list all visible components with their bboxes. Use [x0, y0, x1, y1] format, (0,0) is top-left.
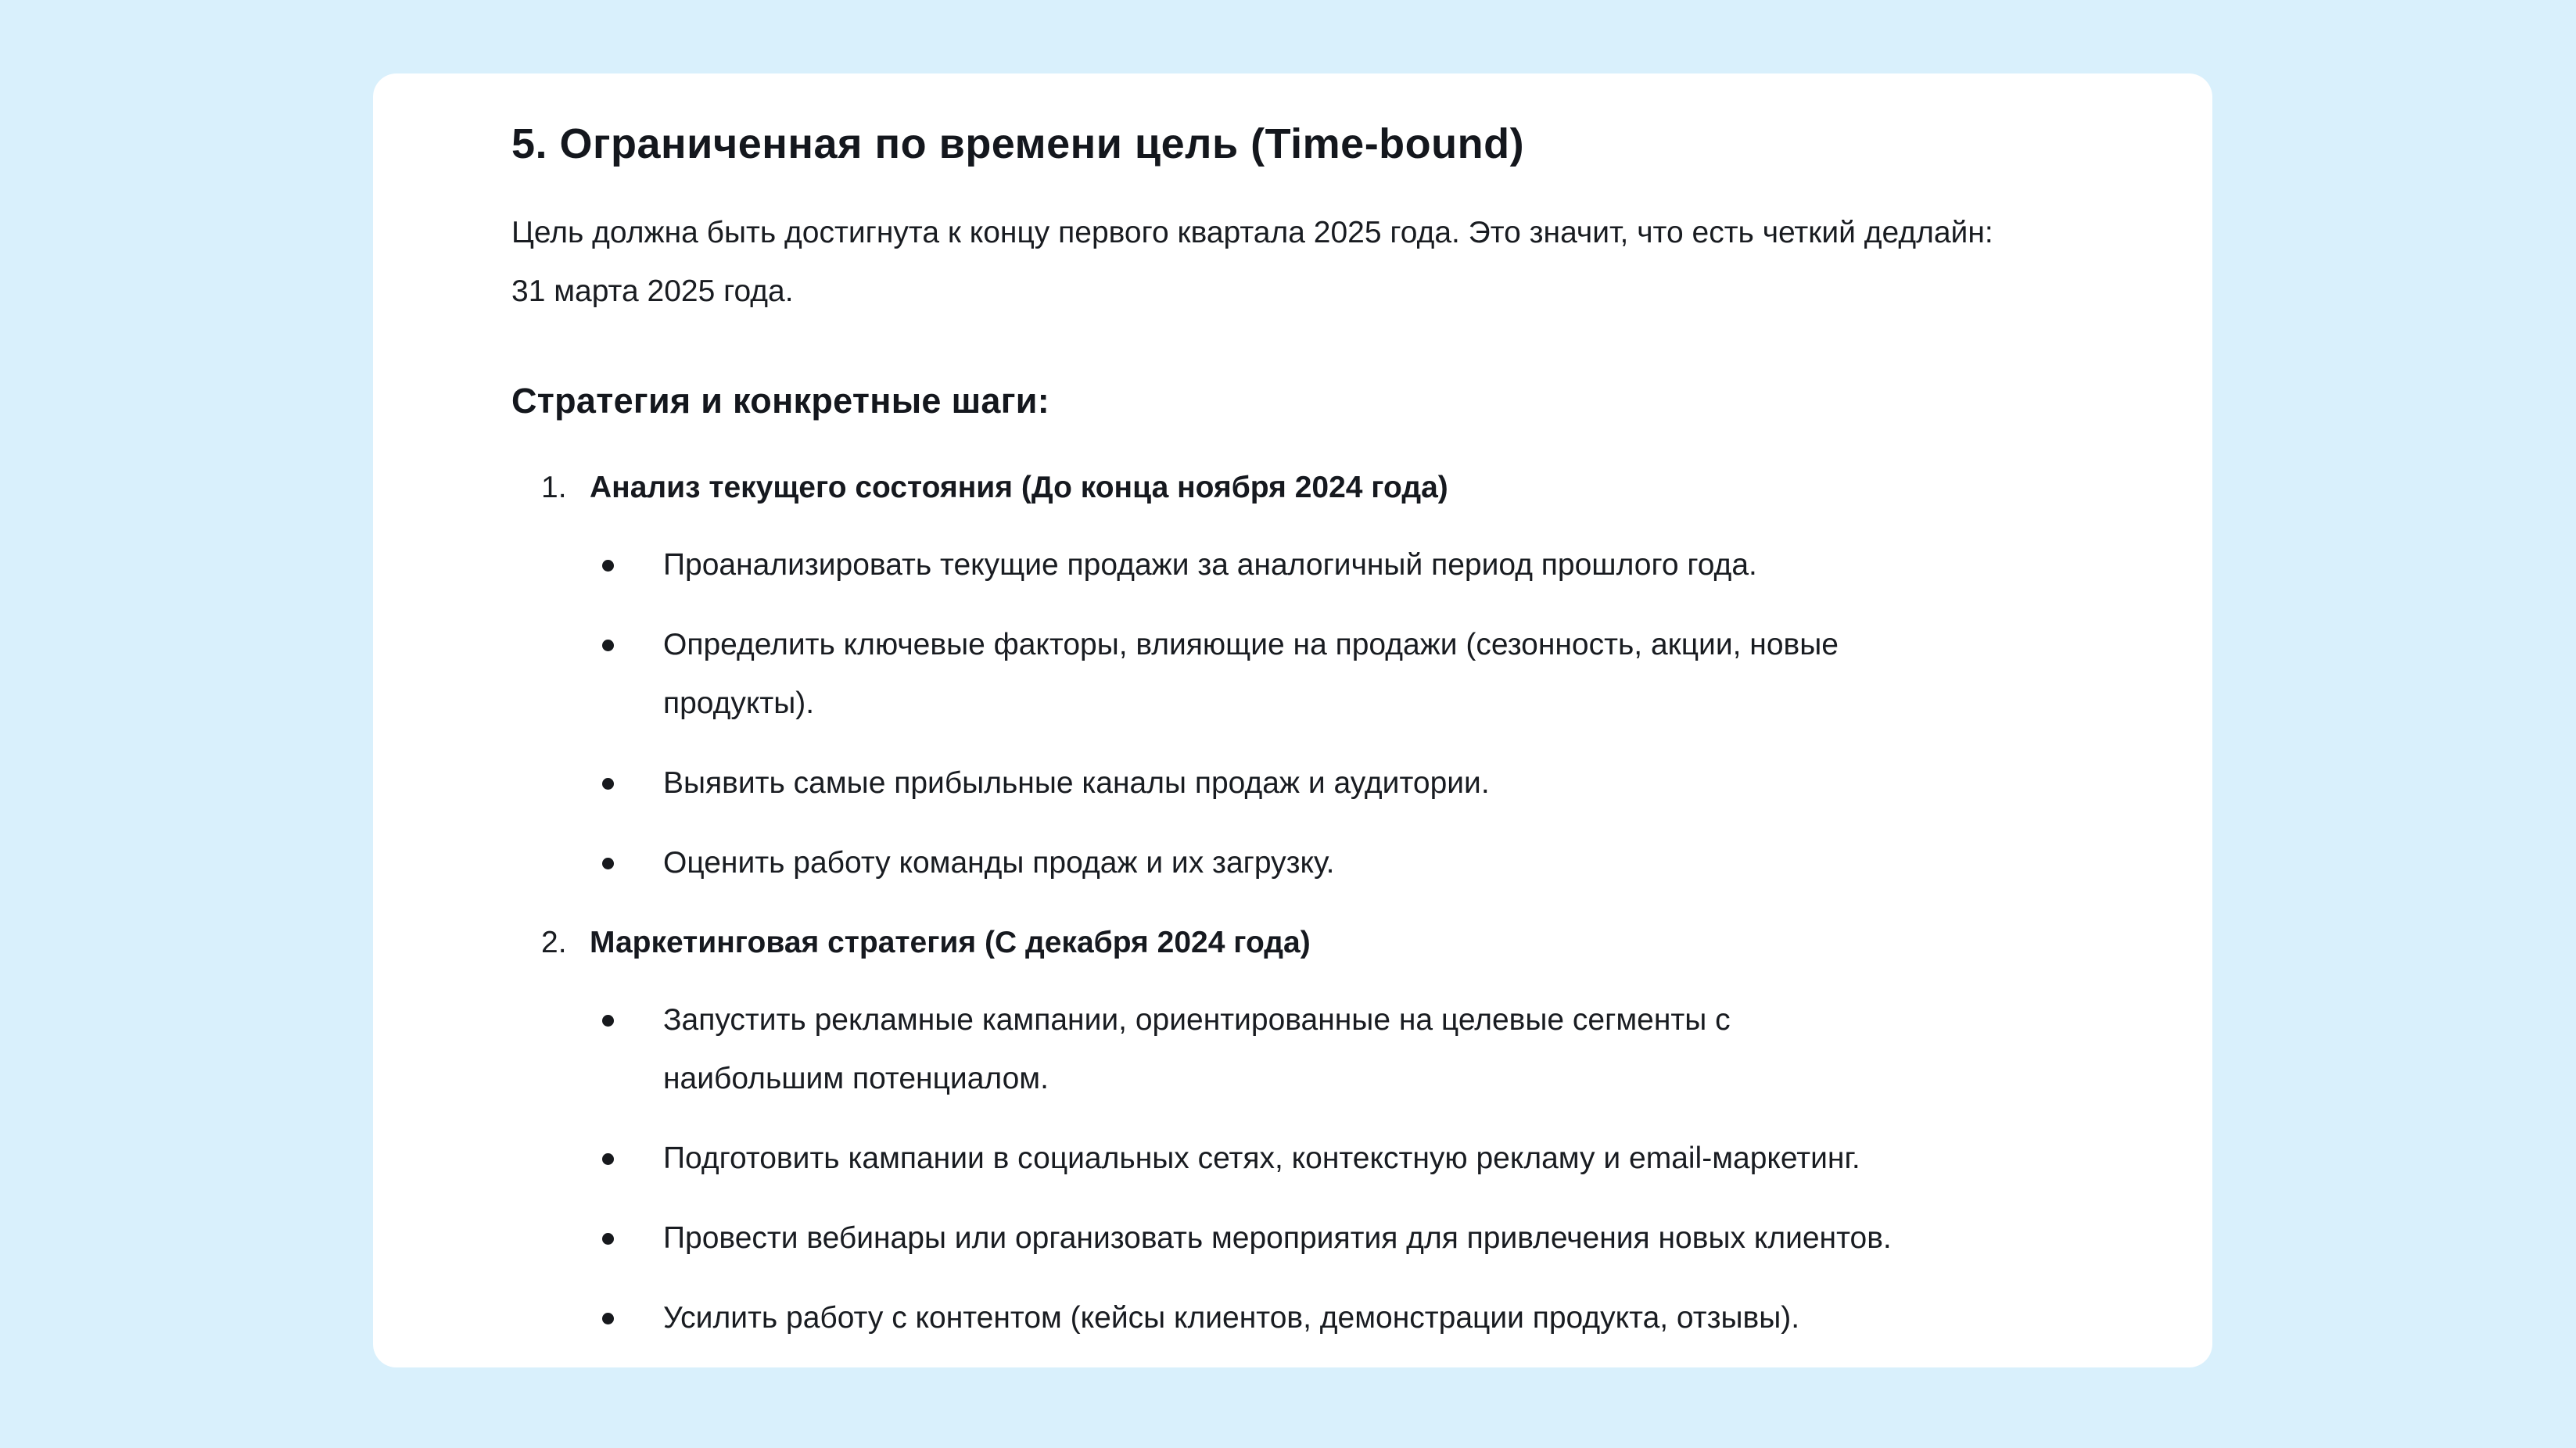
step-title: Анализ текущего состояния (До конца ноября 2024 года) — [590, 471, 1448, 504]
section-subheading: Стратегия и конкретные шаги: — [511, 381, 1049, 421]
bullet-marker — [602, 778, 614, 790]
bullet-item — [541, 991, 2074, 1108]
bullet-list — [541, 536, 2074, 892]
bullet-text: Провести вебинары или организовать мероприятия для привлечения новых клиентов. — [663, 1221, 1892, 1255]
steps-list — [511, 458, 2074, 1347]
step-item — [541, 458, 2074, 892]
bullet-marker — [602, 1153, 614, 1165]
step-title: Маркетинговая стратегия (С декабря 2024 года) — [590, 926, 1311, 959]
bullet-marker — [602, 1015, 614, 1027]
bullet-item — [541, 1289, 2074, 1347]
bullet-text: Запустить рекламные кампании, ориентированные на целевые сегменты с наибольшим потенциалом. — [663, 1003, 1731, 1095]
page-title: 5. Ограниченная по времени цель (Time-bound) — [511, 120, 1525, 167]
bullet-item — [541, 615, 2074, 733]
intro-paragraph: Цель должна быть достигнута к концу первого квартала 2025 года. Это значит, что есть четкий дедлайн: 31 марта 2025 года. — [511, 216, 1993, 308]
step-header — [541, 458, 2074, 517]
bullet-marker — [602, 858, 614, 869]
bullet-text: Усилить работу с контентом (кейсы клиентов, демонстрации продукта, отзывы). — [663, 1301, 1800, 1335]
document-card — [373, 73, 2212, 1367]
bullet-marker — [602, 1313, 614, 1324]
bullet-marker — [602, 640, 614, 651]
step-number: 2. — [541, 926, 567, 959]
step-number: 1. — [541, 471, 567, 504]
bullet-text: Проанализировать текущие продажи за аналогичный период прошлого года. — [663, 548, 1757, 582]
bullet-marker — [602, 560, 614, 572]
step-header — [541, 913, 2074, 972]
bullet-item — [541, 1129, 2074, 1188]
bullet-list — [541, 991, 2074, 1347]
bullet-text: Выявить самые прибыльные каналы продаж и аудитории. — [663, 766, 1490, 800]
step-item — [541, 913, 2074, 1347]
bullet-text: Определить ключевые факторы, влияющие на продажи (сезонность, акции, новые продукты). — [663, 628, 1839, 720]
bullet-item — [541, 536, 2074, 594]
bullet-item — [541, 754, 2074, 812]
bullet-text: Оценить работу команды продаж и их загрузку. — [663, 846, 1335, 880]
bullet-marker — [602, 1233, 614, 1245]
bullet-item — [541, 833, 2074, 892]
bullet-text: Подготовить кампании в социальных сетях, контекстную рекламу и email-маркетинг. — [663, 1142, 1860, 1175]
bullet-item — [541, 1209, 2074, 1267]
